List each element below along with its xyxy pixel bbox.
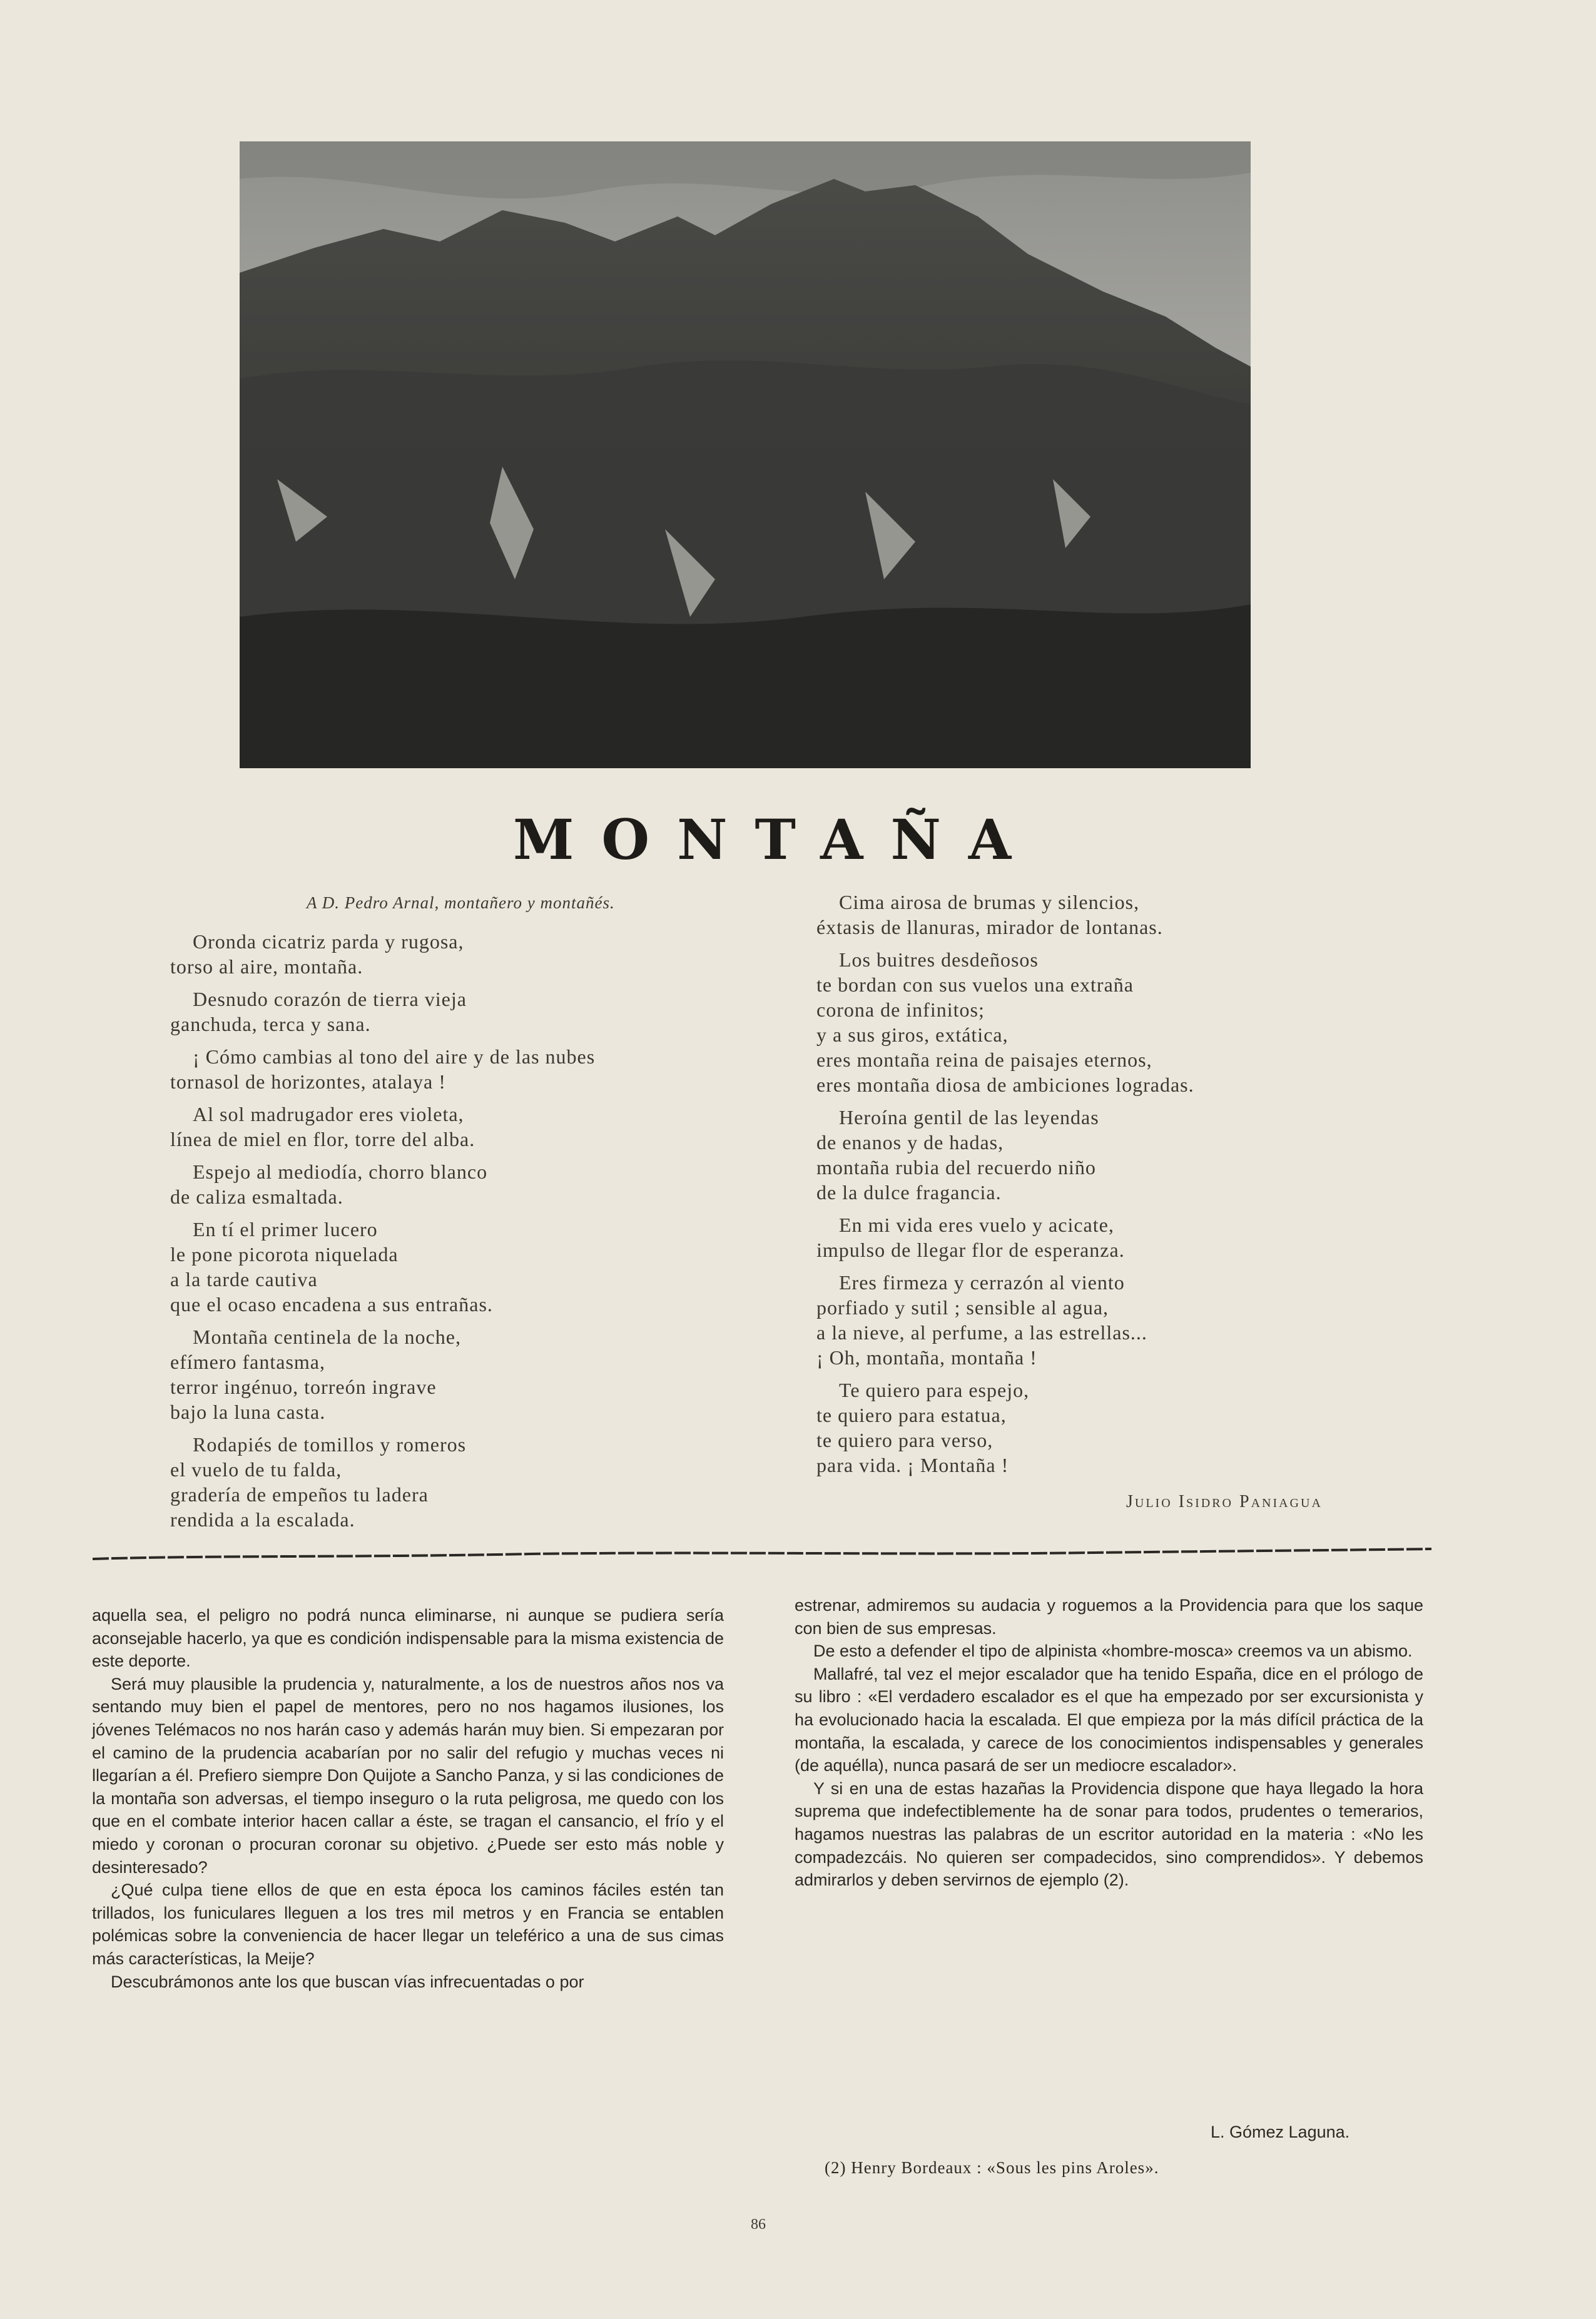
poem-line: Rodapiés de tomillos y romeros [193, 1433, 467, 1456]
poem-line: rendida a la escalada. [170, 1508, 355, 1531]
poem-stanza [816, 947, 1194, 1097]
poem-line: de caliza esmaltada. [170, 1185, 343, 1208]
paragraph: Descubrámonos ante los que buscan vías infrecuentadas o por [111, 1972, 584, 1991]
poem-stanza [170, 987, 595, 1037]
poem-line: Heroína gentil de las leyendas [839, 1106, 1099, 1129]
poem-line: te quiero para estatua, [816, 1404, 1007, 1426]
poem-line: Te quiero para espejo, [839, 1379, 1030, 1401]
poem-stanza [816, 1378, 1194, 1478]
poem-line: el vuelo de tu falda, [170, 1458, 342, 1481]
poem-dedication: A D. Pedro Arnal, montañero y montañés. [307, 893, 615, 912]
poem-line: de la dulce fragancia. [816, 1181, 1002, 1204]
poem-title: MONTAÑA [513, 807, 1039, 872]
poem-line: ganchuda, terca y sana. [170, 1013, 371, 1035]
poem-line: Eres firmeza y cerrazón al viento [839, 1271, 1125, 1294]
paragraph: Mallafré, tal vez el mejor escalador que ha tenido España, dice en el prólogo de su libro : «El verdadero escalador es el que ha empezado por ser excursionista y ha evolucionado hacia la escalada. El que empieza por la más difícil práctica de la montaña, la escalada, y carece de los conocimientos indispensables y generales (de aquélla), nunca pasará de ser un mediocre escalador». [795, 1664, 1423, 1775]
poem-line: le pone picorota niquelada [170, 1243, 399, 1266]
page-number: 86 [751, 2216, 766, 2233]
poem-line: impulso de llegar flor de esperanza. [816, 1239, 1125, 1261]
poem-line: te bordan con sus vuelos una extraña [816, 973, 1134, 996]
poem-line: Montaña centinela de la noche, [193, 1326, 461, 1348]
poem-stanza [816, 1105, 1194, 1205]
poem-line: montaña rubia del recuerdo niño [816, 1156, 1096, 1179]
poem-line: gradería de empeños tu ladera [170, 1483, 429, 1506]
paragraph: ¿Qué culpa tiene ellos de que en esta época los caminos fáciles estén tan trillados, los funiculares lleguen a los tres mil metros y en Francia se entablen polémicas sobre la conveniencia de hacer llegar un teleférico a una de sus cimas más características, la Meije? [92, 1880, 724, 1968]
poem-line: porfiado y sutil ; sensible al agua, [816, 1296, 1109, 1319]
paragraph: Y si en una de estas hazañas la Providencia dispone que haya llegado la hora suprema que indefectiblemente ha de sonar para todos, prudentes o temerarios, hagamos nuestras las palabras de un escritor autoridad en la materia : «No les compadezcáis. No quieren ser compadecidos, sino comprendidos». Y debemos admirarlos y deben servirnos de ejemplo (2). [795, 1779, 1423, 1890]
poem-signature: Julio Isidro Paniagua [1126, 1492, 1323, 1511]
poem-line: eres montaña reina de paisajes eternos, [816, 1048, 1152, 1071]
footnote: (2) Henry Bordeaux : «Sous les pins Aroles». [825, 2158, 1159, 2177]
poem-line: Los buitres desdeñosos [839, 948, 1039, 971]
poem-right-column [816, 890, 1194, 1485]
poem-line: Cima airosa de brumas y silencios, [839, 891, 1140, 913]
poem-line: línea de miel en flor, torre del alba. [170, 1128, 475, 1150]
poem-line: ¡ Oh, montaña, montaña ! [816, 1346, 1037, 1369]
poem-line: terror ingénuo, torreón ingrave [170, 1376, 437, 1398]
poem-stanza [170, 1159, 595, 1209]
poem-line: Oronda cicatriz parda y rugosa, [193, 930, 464, 953]
paragraph: estrenar, admiremos su audacia y roguemos a la Providencia para que los saque con bien de sus empresas. [795, 1596, 1423, 1638]
poem-line: corona de infinitos; [816, 998, 985, 1021]
poem-line: tornasol de horizontes, atalaya ! [170, 1070, 446, 1093]
poem-line: torso al aire, montaña. [170, 955, 363, 978]
poem-line: éxtasis de llanuras, mirador de lontanas. [816, 916, 1163, 938]
article-left-column [92, 1604, 724, 1993]
paragraph: aquella sea, el peligro no podrá nunca eliminarse, ni aunque se pudiera sería aconsejable hacerlo, ya que es condición indispensable para la misma existencia de este deporte. [92, 1606, 724, 1671]
poem-stanza [170, 929, 595, 979]
poem-stanza [170, 1432, 595, 1532]
article-right-column [795, 1594, 1423, 1892]
poem-line: Al sol madrugador eres violeta, [193, 1103, 464, 1125]
mountain-photo [240, 141, 1251, 768]
poem-line: eres montaña diosa de ambiciones logradas. [816, 1073, 1194, 1096]
poem-line: ¡ Cómo cambias al tono del aire y de las nubes [193, 1045, 596, 1068]
poem-stanza [816, 1270, 1194, 1370]
poem-line: En mi vida eres vuelo y acicate, [839, 1214, 1114, 1236]
poem-line: Espejo al mediodía, chorro blanco [193, 1160, 488, 1183]
poem-line: y a sus giros, extática, [816, 1023, 1009, 1046]
poem-line: En tí el primer lucero [193, 1218, 378, 1241]
poem-line: a la tarde cautiva [170, 1268, 318, 1291]
poem-stanza [816, 890, 1194, 940]
poem-line: que el ocaso encadena a sus entrañas. [170, 1293, 493, 1316]
poem-left-column [170, 929, 595, 1540]
poem-stanza [170, 1102, 595, 1152]
poem-line: para vida. ¡ Montaña ! [816, 1454, 1009, 1476]
poem-line: te quiero para verso, [816, 1429, 994, 1451]
paragraph: De esto a defender el tipo de alpinista «hombre-mosca» creemos va un abismo. [813, 1642, 1413, 1661]
poem-line: efímero fantasma, [170, 1351, 325, 1373]
poem-line: bajo la luna casta. [170, 1401, 326, 1423]
poem-line: a la nieve, al perfume, a las estrellas... [816, 1321, 1147, 1344]
decorative-divider [93, 1546, 1431, 1564]
paragraph: Será muy plausible la prudencia y, naturalmente, a los de nuestros años nos va sentando muy bien el papel de mentores, pero no nos hagamos ilusiones, los jóvenes Telémacos no nos harán caso y además harán muy bien. Si empezaran por el camino de la prudencia acabarían por no salir del refugio y muchas veces ni llegarían a él. Prefiero siempre Don Quijote a Sancho Panza, y si las condiciones de la montaña son adversas, el tiempo inseguro o la ruta peligrosa, me quedo con los que en el combate interior hacen callar a éste, se tragan el cansancio, el frío y el miedo y coronan o procuran coronar su objetivo. ¿Puede ser esto más noble y desinteresado? [92, 1674, 724, 1877]
poem-stanza [816, 1212, 1194, 1262]
poem-stanza [170, 1324, 595, 1424]
poem-line: Desnudo corazón de tierra vieja [193, 988, 467, 1010]
article-signature: L. Gómez Laguna. [1211, 2123, 1350, 2141]
poem-line: de enanos y de hadas, [816, 1131, 1004, 1154]
poem-stanza [170, 1044, 595, 1094]
poem-stanza [170, 1217, 595, 1317]
